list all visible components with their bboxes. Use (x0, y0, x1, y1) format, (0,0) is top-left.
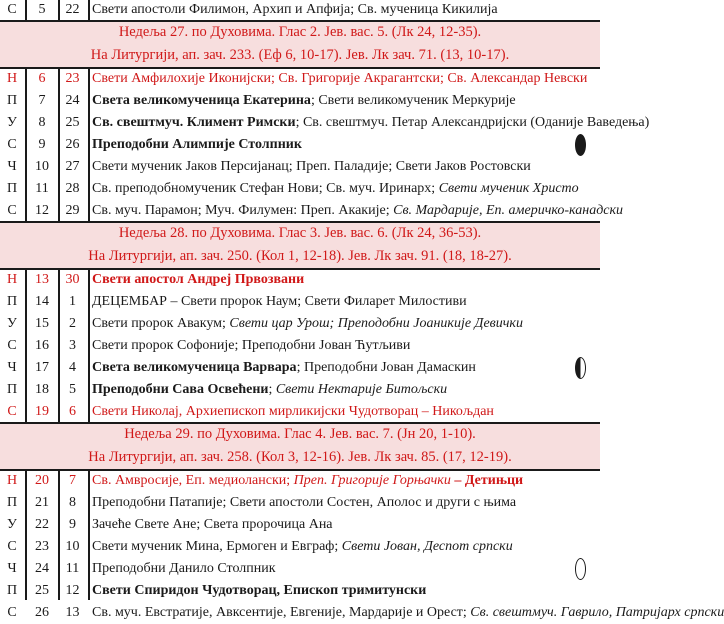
sunday-readings (0, 423, 600, 470)
feast-name: Св. Амвросије, Еп. медиолански; (92, 473, 294, 488)
sunday-readings (0, 222, 600, 269)
column-rule (25, 68, 27, 222)
column-rule (88, 269, 90, 423)
julian-date: 18 (35, 382, 49, 397)
feast-text (92, 335, 592, 357)
weekday-letter: Ч (7, 159, 17, 174)
weekday-letter: С (7, 137, 17, 152)
column-rule (25, 470, 27, 600)
julian-date: 7 (38, 93, 46, 108)
gregorian-date: 8 (69, 495, 76, 510)
feast-local-saint: Свети мученик Христо (438, 181, 579, 196)
weekday-letter: П (6, 93, 18, 108)
column-rule (25, 269, 27, 423)
feast-major: Свети апостол Андреј Првозвани (92, 272, 305, 287)
gregorian-date: 1 (69, 294, 76, 309)
julian-date: 13 (35, 272, 49, 287)
weekday-letter: С (7, 605, 17, 620)
julian-date: 12 (35, 203, 49, 218)
julian-date: 21 (35, 495, 49, 510)
section-rule (0, 221, 600, 223)
section-rule (0, 20, 600, 22)
gregorian-date: 24 (65, 93, 80, 108)
section-rule (0, 422, 600, 424)
calendar-day-row (0, 558, 600, 580)
feast-text (92, 68, 592, 90)
feast-name: Св. преподобномученик Стефан Нови; Св. муч. Иринарх; (92, 181, 439, 196)
feast-text (92, 269, 592, 291)
sunday-gospel-line: Недеља 27. по Духовима. Глас 2. Јев. вас. 5. (Лк 24, 12-35). (118, 24, 482, 40)
calendar-day-row (0, 514, 600, 536)
feast-name: Св. муч. Парамон; Муч. Филумен: Преп. Акакије; (92, 203, 394, 218)
feast-name: Свети Амфилохије Иконијски; Св. Григорије Акрагантски; Св. Александар Невски (92, 71, 588, 86)
moon-new-icon (575, 134, 586, 156)
feast-text (92, 514, 592, 536)
julian-date: 20 (35, 473, 49, 488)
feast-name: Преподобни Патапије; Свети апостоли Состен, Аполос и други с њима (92, 495, 517, 510)
calendar-day-row (0, 112, 650, 134)
julian-date: 11 (35, 181, 49, 196)
feast-local-saint: Свети Нектарије Битољски (275, 382, 448, 397)
gregorian-date: 13 (65, 605, 80, 620)
calendar-day-row (0, 90, 600, 112)
feast-name: ; Свети великомученик Меркурије (310, 93, 516, 108)
calendar-day-row (0, 134, 600, 156)
section-rule (0, 67, 600, 69)
feast-text (92, 602, 724, 624)
moon-first-icon (575, 357, 586, 379)
calendar-day-row (0, 470, 600, 492)
julian-date: 24 (35, 561, 49, 576)
feast-major: Свети Спиридон Чудотворац, Епископ тримитунски (92, 583, 427, 598)
section-rule (0, 268, 600, 270)
feast-text (92, 134, 592, 156)
weekday-letter: П (6, 583, 18, 598)
weekday-letter: Ч (7, 561, 17, 576)
column-rule (25, 0, 27, 21)
calendar-day-row (0, 536, 600, 558)
gregorian-date: 7 (69, 473, 76, 488)
julian-date: 5 (38, 2, 46, 17)
liturgy-readings-line: На Литургији, ап. зач. 250. (Кол 1, 12-18). Јев. Лк зач. 91. (18, 18-27). (88, 248, 512, 264)
calendar-day-row (0, 0, 600, 21)
julian-date: 25 (35, 583, 49, 598)
feast-local-saint: Свети Јован, Деспот српски (341, 539, 513, 554)
gregorian-date: 10 (65, 539, 80, 554)
feast-text (92, 291, 592, 313)
gregorian-date: 6 (69, 404, 76, 419)
feast-major: Света великомученица Варвара (92, 360, 297, 375)
weekday-letter: С (7, 404, 17, 419)
sunday-gospel-line: Недеља 28. по Духовима. Глас 3. Јев. вас. 6. (Лк 24, 36-53). (118, 225, 482, 241)
feast-name: Свети пророк Авакум; (92, 316, 230, 331)
feast-text (92, 492, 592, 514)
section-rule (0, 469, 600, 471)
feast-name: Свети мученик Јаков Персијанац; Преп. Паладије; Свети Јаков Ростовски (92, 159, 531, 174)
weekday-letter: Н (6, 71, 18, 86)
calendar-day-row (0, 313, 600, 335)
calendar-day-row (0, 379, 600, 401)
feast-local-saint: Св. свештмуч. Гаврило, Патријарх српски (470, 605, 724, 620)
calendar-day-row (0, 401, 600, 423)
calendar-day-row (0, 178, 600, 200)
weekday-letter: С (7, 539, 17, 554)
feast-major: Преподобни Алимпије Столпник (92, 137, 302, 152)
liturgy-readings-line: На Литургији, ап. зач. 233. (Еф 6, 10-17). Јев. Лк зач. 71. (13, 10-17). (90, 47, 510, 63)
feast-text (92, 178, 592, 200)
weekday-letter: С (7, 203, 17, 218)
gregorian-date: 11 (65, 561, 80, 576)
julian-date: 14 (35, 294, 49, 309)
julian-date: 9 (38, 137, 46, 152)
weekday-letter: Ч (7, 360, 17, 375)
feast-name: Свети пророк Софоније; Преподобни Јован Ћутљиви (92, 338, 411, 353)
feast-major: Св. свештмуч. Климент Римски (92, 115, 296, 130)
julian-date: 26 (35, 605, 49, 620)
gregorian-date: 12 (65, 583, 80, 598)
feast-text (92, 580, 592, 602)
feast-name: ; Преподобни Јован Дамаскин (296, 360, 476, 375)
gregorian-date: 22 (65, 2, 80, 17)
feast-text (92, 379, 592, 401)
feast-name: ДЕЦЕМБАР – Свети пророк Наум; Свети Филарет Милостиви (92, 294, 467, 309)
gregorian-date: 29 (65, 203, 80, 218)
julian-date: 19 (35, 404, 49, 419)
liturgy-readings-line: На Литургији, ап. зач. 258. (Кол 3, 12-16). Јев. Лк зач. 85. (17, 12-19). (88, 449, 512, 465)
feast-name: Свети апостоли Филимон, Архип и Апфија; Св. мученица Кикилија (92, 2, 498, 17)
weekday-letter: Н (6, 473, 18, 488)
column-rule (58, 0, 60, 21)
julian-date: 6 (38, 71, 46, 86)
feast-name: Свети мученик Мина, Ермоген и Евграф; (92, 539, 342, 554)
calendar-day-row (0, 291, 600, 313)
gregorian-date: 30 (65, 272, 80, 287)
gregorian-date: 26 (65, 137, 80, 152)
feast-text (92, 112, 650, 134)
column-rule (58, 470, 60, 600)
gregorian-date: 27 (65, 159, 80, 174)
feast-major: – Детињци (450, 473, 524, 488)
julian-date: 23 (35, 539, 49, 554)
calendar-day-row (0, 68, 600, 90)
feast-local-saint: Преп. Григорије Горњачки (293, 473, 451, 488)
calendar-day-row (0, 269, 600, 291)
feast-text (92, 470, 592, 492)
julian-date: 8 (38, 115, 46, 130)
feast-text (92, 156, 592, 178)
feast-name: ; Св. свештмуч. Петар Александријски (Оданије Ваведења) (295, 115, 650, 130)
calendar-day-row (0, 200, 624, 222)
feast-name: Преподобни Данило Столпник (92, 561, 276, 576)
gregorian-date: 4 (69, 360, 76, 375)
feast-local-saint: Свети цар Урош; Преподобни Јоаникије Девички (229, 316, 523, 331)
column-rule (58, 269, 60, 423)
calendar-day-row (0, 156, 600, 178)
column-rule (58, 68, 60, 222)
gregorian-date: 23 (65, 71, 80, 86)
gregorian-date: 28 (65, 181, 80, 196)
weekday-letter: П (6, 181, 18, 196)
gregorian-date: 9 (69, 517, 76, 532)
calendar-day-row (0, 580, 600, 602)
weekday-letter: П (6, 294, 18, 309)
calendar-day-row (0, 335, 600, 357)
sunday-readings (0, 21, 600, 68)
weekday-letter: П (6, 495, 18, 510)
column-rule (88, 470, 90, 600)
feast-text (92, 313, 592, 335)
julian-date: 17 (35, 360, 49, 375)
weekday-letter: У (7, 316, 17, 331)
gregorian-date: 25 (65, 115, 80, 130)
julian-date: 16 (35, 338, 49, 353)
julian-date: 15 (35, 316, 49, 331)
weekday-letter: У (7, 115, 17, 130)
moon-full-icon (575, 558, 586, 580)
gregorian-date: 5 (69, 382, 76, 397)
feast-text (92, 357, 592, 379)
feast-major: Преподобни Сава Освећени (92, 382, 269, 397)
feast-major: Света великомученица Екатерина (92, 93, 311, 108)
weekday-letter: П (6, 382, 18, 397)
feast-name: Зачеће Свете Ане; Света пророчица Ана (92, 517, 333, 532)
weekday-letter: С (7, 338, 17, 353)
feast-name: ; (268, 382, 276, 397)
weekday-letter: С (7, 2, 17, 17)
feast-name: Св. муч. Евстратије, Авксентије, Евгеније, Мардарије и Орест; (92, 605, 471, 620)
calendar-day-row (0, 357, 600, 379)
calendar-day-row (0, 492, 600, 514)
gregorian-date: 3 (69, 338, 76, 353)
feast-text (92, 401, 592, 423)
feast-text (92, 90, 592, 112)
gregorian-date: 2 (69, 316, 76, 331)
feast-text (92, 200, 624, 222)
column-rule (88, 0, 90, 21)
julian-date: 10 (35, 159, 49, 174)
calendar-day-row (0, 602, 724, 624)
feast-name: Свети Николај, Архиепископ мирликијски Чудотворац – Никољдан (92, 404, 494, 419)
julian-date: 22 (35, 517, 49, 532)
weekday-letter: Н (6, 272, 18, 287)
feast-text (92, 558, 592, 580)
weekday-letter: У (7, 517, 17, 532)
feast-text (92, 536, 592, 558)
sunday-gospel-line: Недеља 29. по Духовима. Глас 4. Јев. вас. 7. (Јн 20, 1-10). (124, 426, 476, 442)
feast-text (92, 0, 592, 21)
feast-local-saint: Св. Мардарије, Еп. америчко-канадски (393, 203, 624, 218)
column-rule (88, 68, 90, 222)
